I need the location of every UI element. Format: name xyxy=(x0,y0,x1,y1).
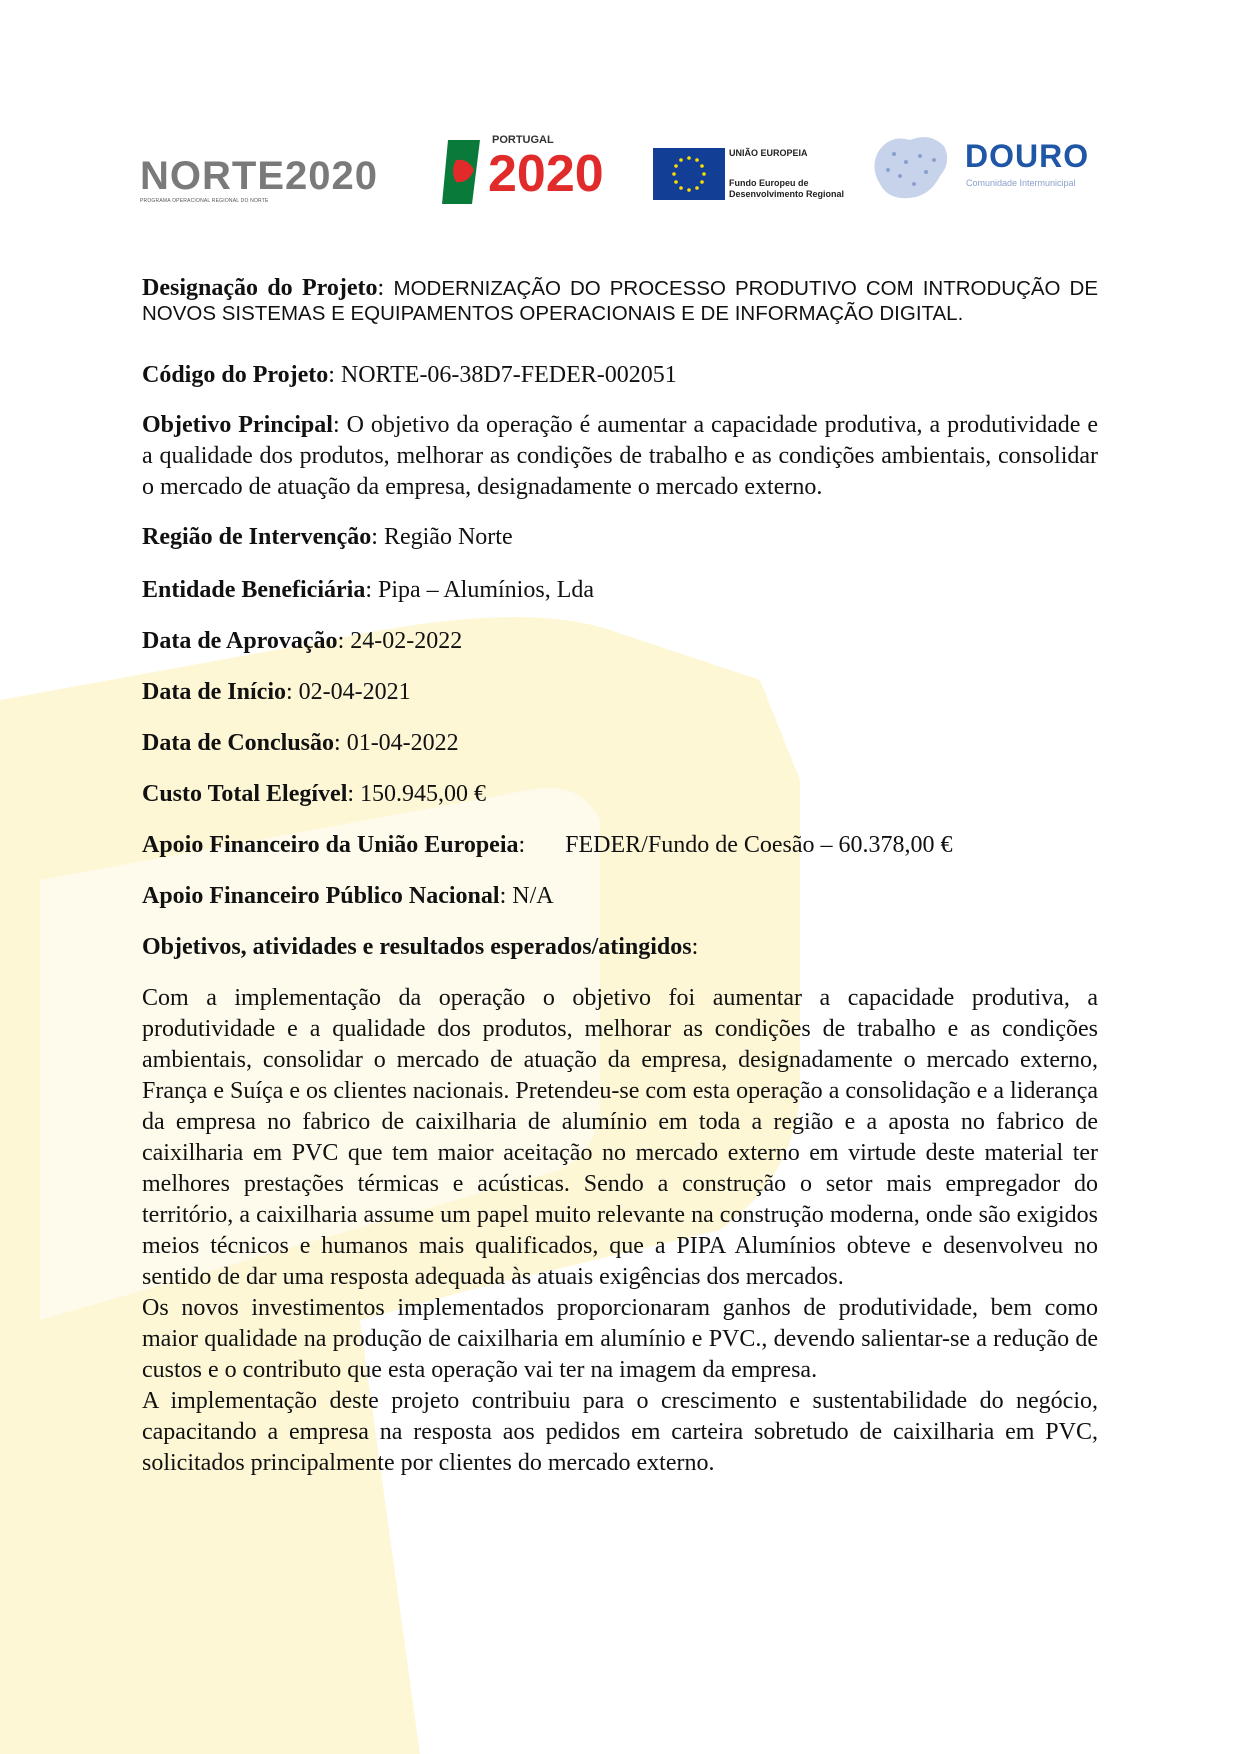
objetivos-label: Objetivos, atividades e resultados esperados/atingidos xyxy=(142,934,692,960)
designacao-label: Designação do Projeto xyxy=(142,275,378,301)
entidade-label: Entidade Beneficiária xyxy=(142,577,366,603)
objetivos-paragraph-3: A implementação deste projeto contribuiu para o crescimento e sustentabilidade do negócio, capacitando a empresa na resposta aos pedidos em carteira sobretudo de caixilharia em PVC, solicitados principalmente por clientes do mercado externo. xyxy=(142,1388,1098,1476)
custo-row: Custo Total Elegível: 150.945,00 € xyxy=(142,781,487,807)
entidade-value: Pipa – Alumínios, Lda xyxy=(378,577,594,603)
conclusao-value: 01-04-2022 xyxy=(346,730,459,756)
objetivos-paragraph-1: Com a implementação da operação o objetivo foi aumentar a capacidade produtiva, a produtividade e a qualidade dos produtos, melhorar as condições de trabalho e as condições ambientais, consolidar o mercado de atuação da empresa, designadamente o mercado externo, França e Suíça e os clientes nacionais. Pretendeu-se com esta operação a consolidação e a liderança da empresa no fabrico de caixilharia de alumínio em toda a região e a aposta no fabrico de caixilharia em PVC que tem maior aceitação no mercado externo em virtude deste material ter melhores prestações térmicas e acústicas. Sendo a construção o setor mais empregador do território, a caixilharia assume um papel muito relevante na construção moderna, onde são exigidos meios técnicos e humanos mais qualificados, que a PIPA Alumínios obteve e desenvolveu no sentido de dar uma resposta adequada às atuais exigências dos mercados. xyxy=(142,985,1098,1290)
apoio-ue-label: Apoio Financeiro da União Europeia xyxy=(142,832,519,858)
objetivos-body xyxy=(142,983,1098,1479)
designacao-row: Designação do Projeto: MODERNIZAÇÃO DO PROCESSO PRODUTIVO COM INTRODUÇÃO DE NOVOS SISTEMAS E EQUIPAMENTOS OPERACIONAIS E DE INFORMAÇÃO DIGITAL. xyxy=(142,275,1098,325)
objetivo-value: O objetivo da operação é aumentar a capacidade produtiva, a produtividade e a qualidade dos produtos, melhorar as condições de trabalho e as condições ambientais, consolidar o mercado de atuação da empresa, designadamente o mercado externo. xyxy=(142,412,1099,500)
objetivo-label: Objetivo Principal xyxy=(142,412,333,438)
entidade-row: Entidade Beneficiária: Pipa – Alumínios, Lda xyxy=(142,577,594,603)
regiao-row: Região de Intervenção: Região Norte xyxy=(142,524,513,550)
douro-map-icon xyxy=(870,132,952,202)
custo-label: Custo Total Elegível xyxy=(142,781,348,807)
apoio-ue-value: FEDER/Fundo de Coesão – 60.378,00 € xyxy=(565,832,953,858)
designacao-value: MODERNIZAÇÃO DO PROCESSO PRODUTIVO COM INTRODUÇÃO DE NOVOS SISTEMAS E EQUIPAMENTOS OPERACIONAIS E DE INFORMAÇÃO DIGITAL. xyxy=(142,277,1098,325)
codigo-label: Código do Projeto xyxy=(142,362,329,388)
eu-line2: Fundo Europeu de xyxy=(729,178,809,188)
apoio-nacional-value: N/A xyxy=(512,883,554,909)
aprovacao-value: 24-02-2022 xyxy=(350,628,463,654)
objetivos-heading: Objetivos, atividades e resultados esperados/atingidos: xyxy=(142,934,699,960)
norte2020-subtitle: PROGRAMA OPERACIONAL REGIONAL DO NORTE xyxy=(140,198,269,204)
douro-subtitle: Comunidade Intermunicipal xyxy=(966,178,1076,188)
eu-logo xyxy=(653,148,853,204)
norte2020-name: NORTE2020 xyxy=(140,154,378,198)
regiao-label: Região de Intervenção xyxy=(142,524,372,550)
norte2020-logo xyxy=(140,156,410,206)
codigo-value: NORTE-06-38D7-FEDER-002051 xyxy=(340,362,677,388)
conclusao-label: Data de Conclusão xyxy=(142,730,335,756)
aprovacao-label: Data de Aprovação xyxy=(142,628,338,654)
portugal-label: PORTUGAL xyxy=(492,134,554,146)
inicio-value: 02-04-2021 xyxy=(298,679,411,705)
douro-name: DOURO xyxy=(965,138,1090,174)
inicio-label: Data de Início xyxy=(142,679,286,705)
eu-line1: UNIÃO EUROPEIA xyxy=(729,148,808,158)
logo-bar xyxy=(140,128,1100,218)
eu-flag-icon xyxy=(653,148,725,200)
portugal2020-logo xyxy=(442,134,632,214)
aprovacao-row: Data de Aprovação: 24-02-2022 xyxy=(142,628,463,654)
portugal-flag-icon xyxy=(442,140,484,204)
apoio-ue-row: Apoio Financeiro da União Europeia: FEDER/Fundo de Coesão – 60.378,00 € xyxy=(142,832,953,858)
portugal-year: 2020 xyxy=(488,145,604,203)
objetivos-paragraph-2: Os novos investimentos implementados proporcionaram ganhos de produtividade, bem como maior qualidade na produção de caixilharia em alumínio e PVC., devendo salientar-se a redução de custos e o contributo que esta operação vai ter na imagem da empresa. xyxy=(142,1295,1098,1383)
project-sheet xyxy=(142,276,1098,1479)
custo-value: 150.945,00 € xyxy=(360,781,487,807)
douro-logo xyxy=(870,132,1100,208)
apoio-nacional-label: Apoio Financeiro Público Nacional xyxy=(142,883,500,909)
conclusao-row: Data de Conclusão: 01-04-2022 xyxy=(142,730,459,756)
eu-line3: Desenvolvimento Regional xyxy=(729,189,845,199)
inicio-row: Data de Início: 02-04-2021 xyxy=(142,679,411,705)
regiao-value: Região Norte xyxy=(383,524,513,550)
apoio-nacional-row: Apoio Financeiro Público Nacional: N/A xyxy=(142,883,554,909)
codigo-row: Código do Projeto: NORTE-06-38D7-FEDER-002051 xyxy=(142,362,677,388)
objetivo-row: Objetivo Principal: O objetivo da operação é aumentar a capacidade produtiva, a produtividade e a qualidade dos produtos, melhorar as condições de trabalho e as condições ambientais, consolidar o mercado de atuação da empresa, designadamente o mercado externo. xyxy=(142,412,1099,500)
